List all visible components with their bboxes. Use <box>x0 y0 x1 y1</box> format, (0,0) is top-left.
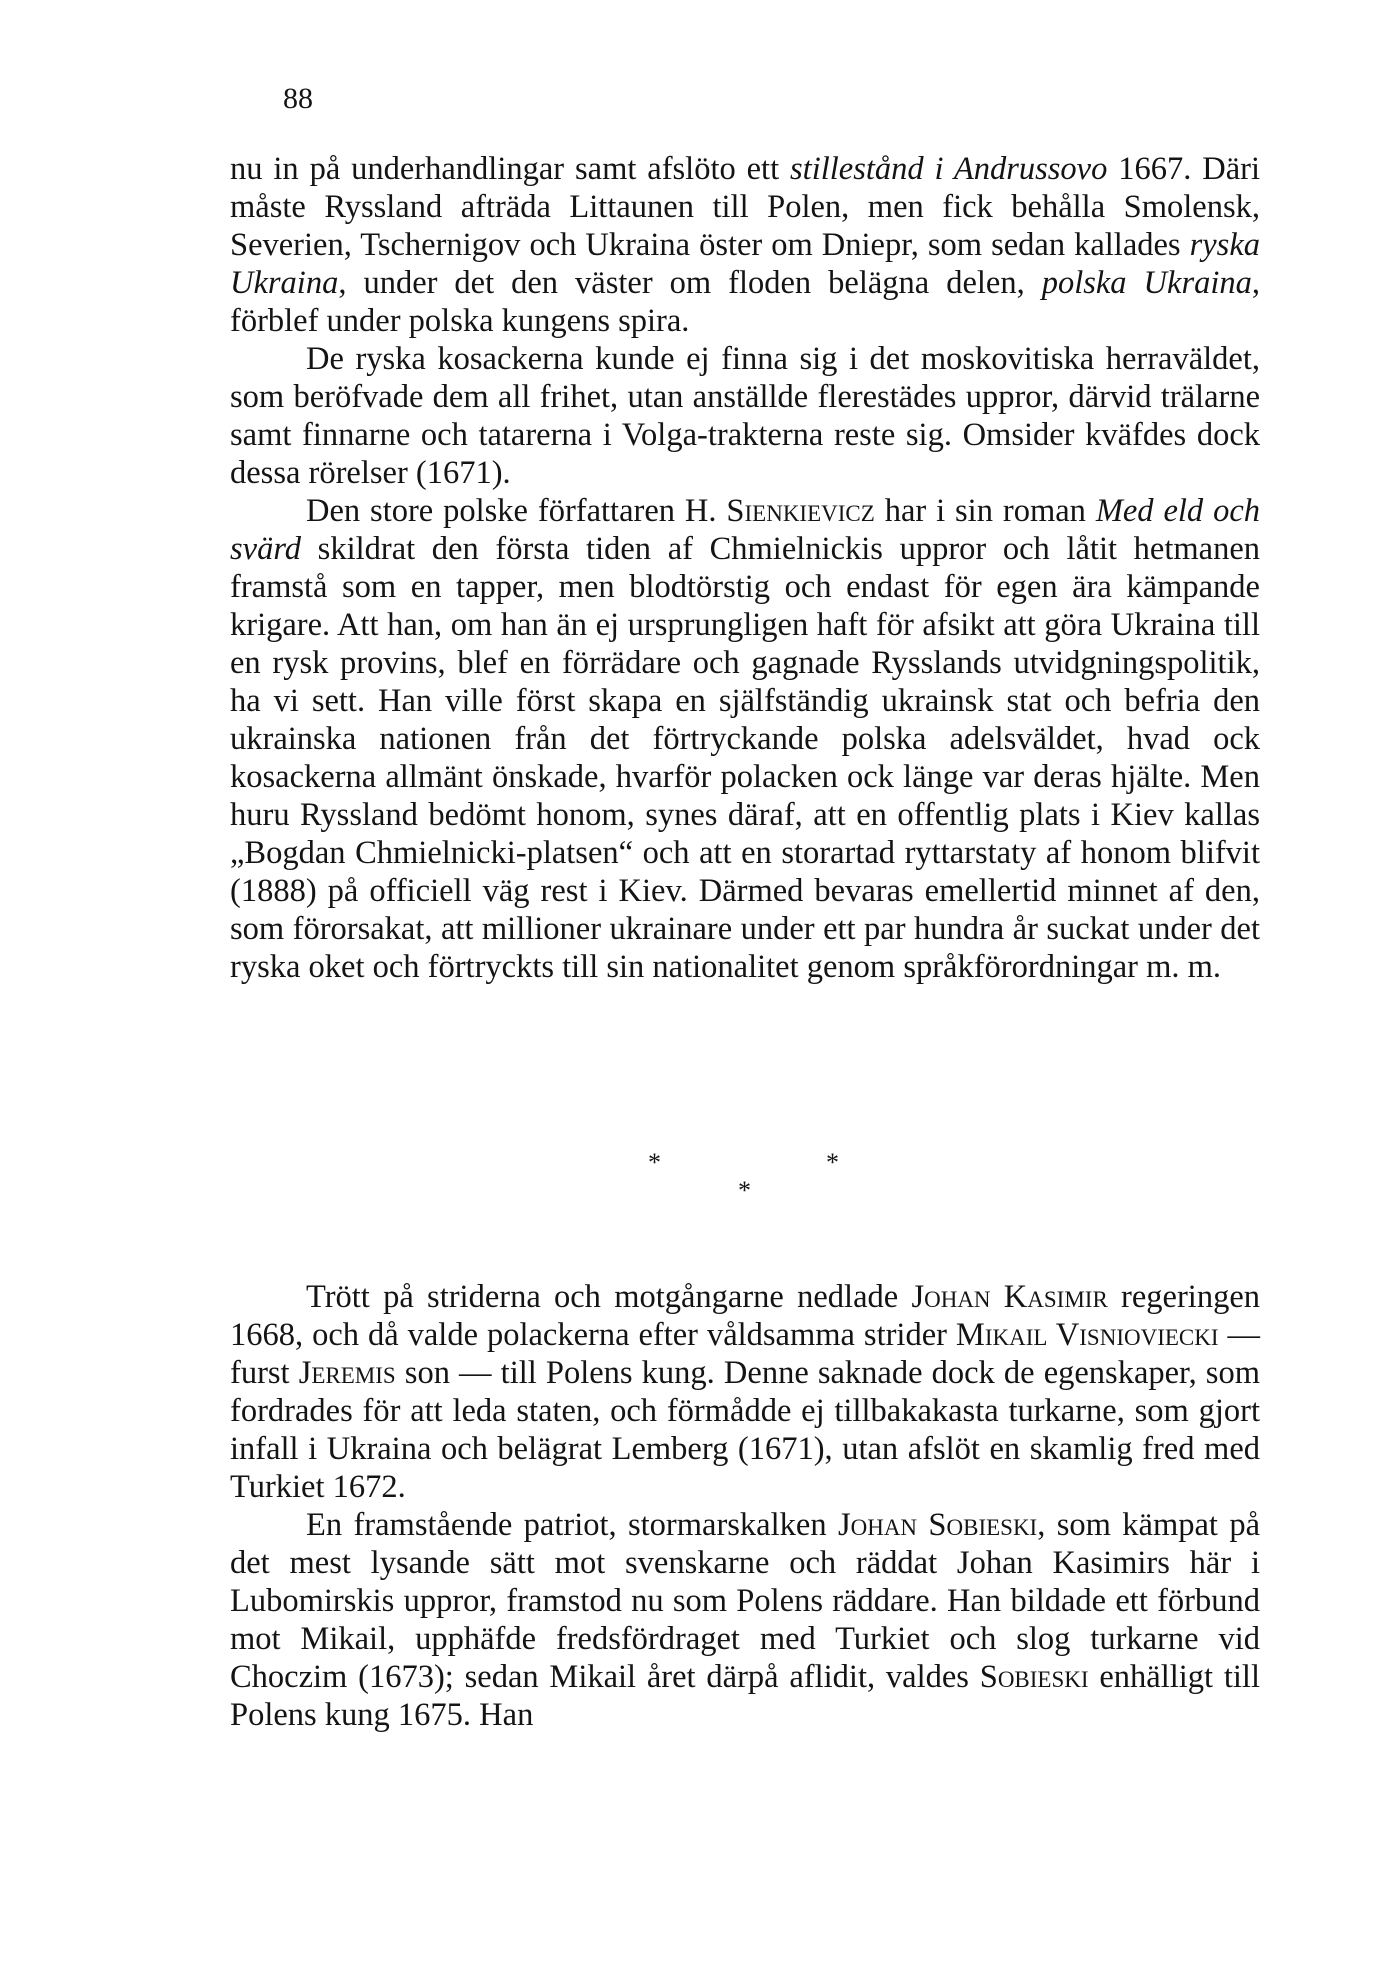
separator-star: * <box>826 1148 839 1177</box>
text-run: , som kämpat på det mest lysande sätt mot svenskarne och räddat Johan Kasimirs här i Lubomirskis uppror, framstod nu som Polens räddare. Han bildade ett förbund mot Mikail, upphäfde fredsfördraget med Turkiet och slog turkarne vid Choczim (1673); sedan Mikail året därpå aflidit, valdes <box>230 1507 1260 1695</box>
author-name: Sienkievicz <box>726 493 875 529</box>
text-run: 1667. Däri måste Ryssland afträda Littaunen till Polen, men fick behålla Smolensk, Severien, Tschernigov och Ukraina öster om Dniepr, som sedan kallades <box>230 151 1261 263</box>
text-run: har i sin roman <box>874 493 1096 529</box>
text-run: Trött på striderna och motgångarne nedlade <box>306 1279 912 1315</box>
separator-star: * <box>738 1176 751 1205</box>
page-number: 88 <box>283 82 313 115</box>
paragraph <box>230 150 1260 340</box>
paragraph <box>230 1506 1260 1734</box>
paragraph <box>230 1278 1260 1506</box>
paragraph <box>230 492 1260 986</box>
paragraph <box>230 340 1260 492</box>
italic-term: polska Ukraina <box>1041 265 1252 301</box>
text-run: , under det den väster om floden belägna delen, <box>338 265 1042 301</box>
italic-term: ryska Ukraina <box>230 227 1260 301</box>
text-run: son — till Polens kung. Denne saknade dock de egenskaper, som fordrades för att leda staten, och förmådde ej tillbakakasta turkarne, som gjort infall i Ukraina och belägrat Lemberg (1671), utan afslöt en skamlig fred med Turkiet 1672. <box>230 1355 1260 1505</box>
person-name: Jeremis <box>298 1355 396 1391</box>
text-run: enhälligt till Polens kung 1675. Han <box>230 1659 1260 1733</box>
person-name: Johan Sobieski <box>837 1507 1038 1543</box>
text-run: En framstående patriot, stormarskalken <box>306 1507 838 1543</box>
person-name: Mikail Visnioviecki <box>955 1317 1219 1353</box>
person-name: Johan Kasimir <box>911 1279 1108 1315</box>
italic-term: stillestånd i Andrussovo <box>790 151 1108 187</box>
text-run: Den store polske författaren H. <box>306 493 727 529</box>
text-run: — furst <box>230 1317 1260 1391</box>
text-block-upper <box>230 150 1260 986</box>
text-block-lower <box>230 1278 1260 1734</box>
text-run: De ryska kosackerna kunde ej finna sig i det moskovitiska herraväldet, som beröfvade dem all frihet, utan anställde flerestädes uppror, därvid trälarne samt finnarne och tatarerna i Volga-trakterna reste sig. Omsider kväfdes dock dessa rörelser (1671). <box>230 341 1260 491</box>
text-run: regeringen 1668, och då valde polackerna efter våldsamma strider <box>230 1279 1261 1353</box>
text-run: nu in på underhandlingar samt afslöto ett <box>230 151 791 187</box>
separator-star: * <box>648 1148 661 1177</box>
text-run: skildrat den första tiden af Chmielnickis uppror och låtit hetmanen framstå som en tapper, men blodtörstig och endast för egen ära kämpande krigare. Att han, om han än ej ursprungligen haft för afsikt att göra Ukraina till en rysk provins, blef en förrädare och gagnade Rysslands utvidgningspolitik, ha vi sett. Han ville först skapa en själfständig ukrainsk stat och befria den ukrainska nationen från det förtryckande polska adelsväldet, hvad ock kosackerna allmänt önskade, hvarför polacken ock länge var deras hjälte. Men huru Ryssland bedömt honom, synes däraf, att en offentlig plats i Kiev kallas „Bogdan Chmielnicki-platsen“ och att en storartad ryttarstaty af honom blifvit (1888) på officiell väg rest i Kiev. Därmed bevaras emellertid minnet af den, som förorsakat, att millioner ukrainare under ett par hundra år suckat under det ryska oket och förtryckts till sin nationalitet genom språkförordningar m. m. <box>230 531 1260 985</box>
text-run: , förblef under polska kungens spira. <box>230 265 1260 339</box>
person-name: Sobieski <box>979 1659 1089 1695</box>
book-title: Med eld och svärd <box>230 493 1260 567</box>
